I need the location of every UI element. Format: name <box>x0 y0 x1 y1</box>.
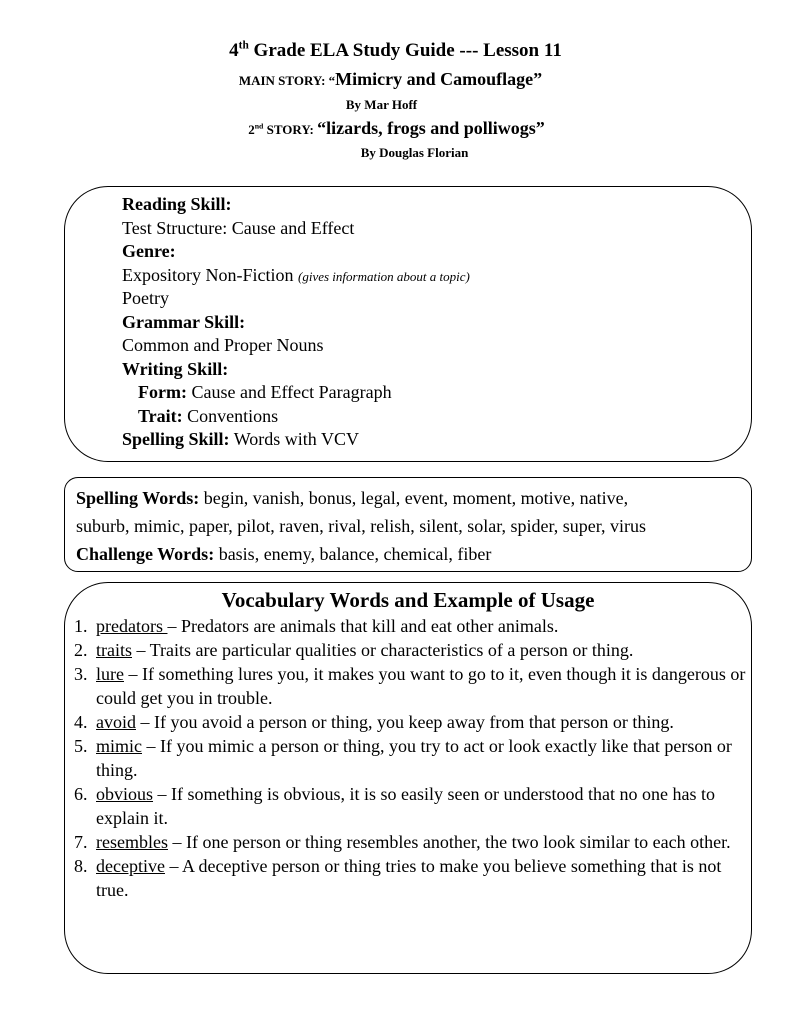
main-story-line <box>0 69 786 90</box>
form-label: Form: <box>138 382 187 402</box>
vocab-item <box>74 782 754 830</box>
vocab-definition: – If you avoid a person or thing, you keep away from that person or thing. <box>136 712 674 732</box>
genre-label: Genre: <box>122 241 176 261</box>
spelling-line-2: suburb, mimic, paper, pilot, raven, rival, relish, silent, solar, spider, super, virus <box>76 516 646 536</box>
vocab-definition: – If something lures you, it makes you want to go to it, even though it is dangerous or could get you in trouble. <box>96 664 746 708</box>
main-story-label: MAIN STORY: “ <box>238 73 336 88</box>
spelling-words-part1: begin, vanish, bonus, legal, event, moment, motive, native, <box>199 488 629 508</box>
trait-label: Trait: <box>138 405 183 426</box>
challenge-words-label: Challenge Words: <box>76 544 215 564</box>
grammar-skill-label: Grammar Skill: <box>122 311 246 332</box>
genre-value-1: Expository Non-Fiction <box>122 264 298 285</box>
vocab-item <box>74 854 754 902</box>
genre-value-2: Poetry <box>122 288 169 308</box>
form-line <box>122 381 470 405</box>
title-text: Grade ELA Study Guide --- Lesson 11 <box>248 40 562 61</box>
vocab-number: 3. <box>74 664 88 684</box>
vocab-definition: – Traits are particular qualities or characteristics of a person or thing. <box>132 640 634 660</box>
spelling-skill-label: Spelling Skill: <box>122 429 230 449</box>
vocab-word: obvious <box>96 784 154 804</box>
grade-number: 4 <box>229 40 239 61</box>
spelling-skill-value: Words with VCV <box>229 429 359 449</box>
vocab-definition: – If you mimic a person or thing, you try to act or look exactly like that person or thing. <box>96 736 732 780</box>
second-superscript: nd <box>254 121 264 131</box>
trait-line <box>122 405 470 429</box>
genre-line-1 <box>122 264 470 288</box>
vocab-word: resembles <box>96 832 168 852</box>
vocab-definition: – If one person or thing resembles another, the two look similar to each other. <box>167 832 731 852</box>
vocab-word: avoid <box>96 712 136 732</box>
challenge-words-value: basis, enemy, balance, chemical, fiber <box>214 544 492 564</box>
spelling-words-label: Spelling Words: <box>76 488 200 508</box>
spelling-line-1 <box>76 484 646 512</box>
form-value: Cause and Effect Paragraph <box>186 382 392 402</box>
second-story-author: By Douglas Florian <box>360 145 469 160</box>
second-story-line <box>1 118 791 139</box>
vocab-word: traits <box>96 640 132 660</box>
genre-note: (gives information about a topic) <box>298 268 470 284</box>
reading-skill-value: Test Structure: Cause and Effect <box>122 217 355 238</box>
trait-value: Conventions <box>182 405 279 426</box>
second-number: 2 <box>248 122 255 137</box>
second-story-title: “lizards, frogs and polliwogs” <box>317 118 545 138</box>
vocab-number: 1. <box>74 616 88 636</box>
reading-skill-label: Reading Skill: <box>122 194 232 214</box>
vocabulary-list <box>74 614 754 902</box>
vocab-word: mimic <box>96 736 142 756</box>
grammar-skill-value: Common and Proper Nouns <box>122 335 324 355</box>
vocab-item <box>74 734 754 782</box>
main-story-title: Mimicry and Camouflage” <box>335 69 543 89</box>
vocab-number: 7. <box>74 832 88 852</box>
spelling-skill-line <box>122 428 470 452</box>
second-story-label: STORY: <box>263 122 318 137</box>
vocab-item <box>74 614 754 638</box>
vocab-word: deceptive <box>96 856 165 876</box>
grade-superscript: th <box>238 39 249 52</box>
vocab-definition: – If something is obvious, it is so easily seen or understood that no one has to explain it. <box>96 784 715 828</box>
vocab-item <box>74 710 754 734</box>
vocab-number: 8. <box>74 856 88 876</box>
vocab-item <box>74 638 754 662</box>
main-story-author: By Mar Hoff <box>345 97 418 112</box>
vocab-definition: – A deceptive person or thing tries to make you believe something that is not true. <box>96 856 722 900</box>
vocab-item <box>74 662 754 710</box>
vocab-number: 2. <box>74 640 88 660</box>
skills-list <box>122 193 470 452</box>
vocab-number: 4. <box>74 712 88 732</box>
spelling-words <box>76 484 646 568</box>
vocab-word: lure <box>96 664 124 684</box>
vocab-word: predators <box>96 616 168 636</box>
vocab-number: 5. <box>74 736 88 756</box>
vocab-item <box>74 830 754 854</box>
vocab-number: 6. <box>74 784 88 804</box>
vocab-definition: – Predators are animals that kill and eat other animals. <box>167 616 559 636</box>
writing-skill-label: Writing Skill: <box>122 358 229 379</box>
challenge-line <box>76 540 646 568</box>
page-title <box>0 40 791 62</box>
vocabulary-title: Vocabulary Words and Example of Usage <box>221 588 595 612</box>
